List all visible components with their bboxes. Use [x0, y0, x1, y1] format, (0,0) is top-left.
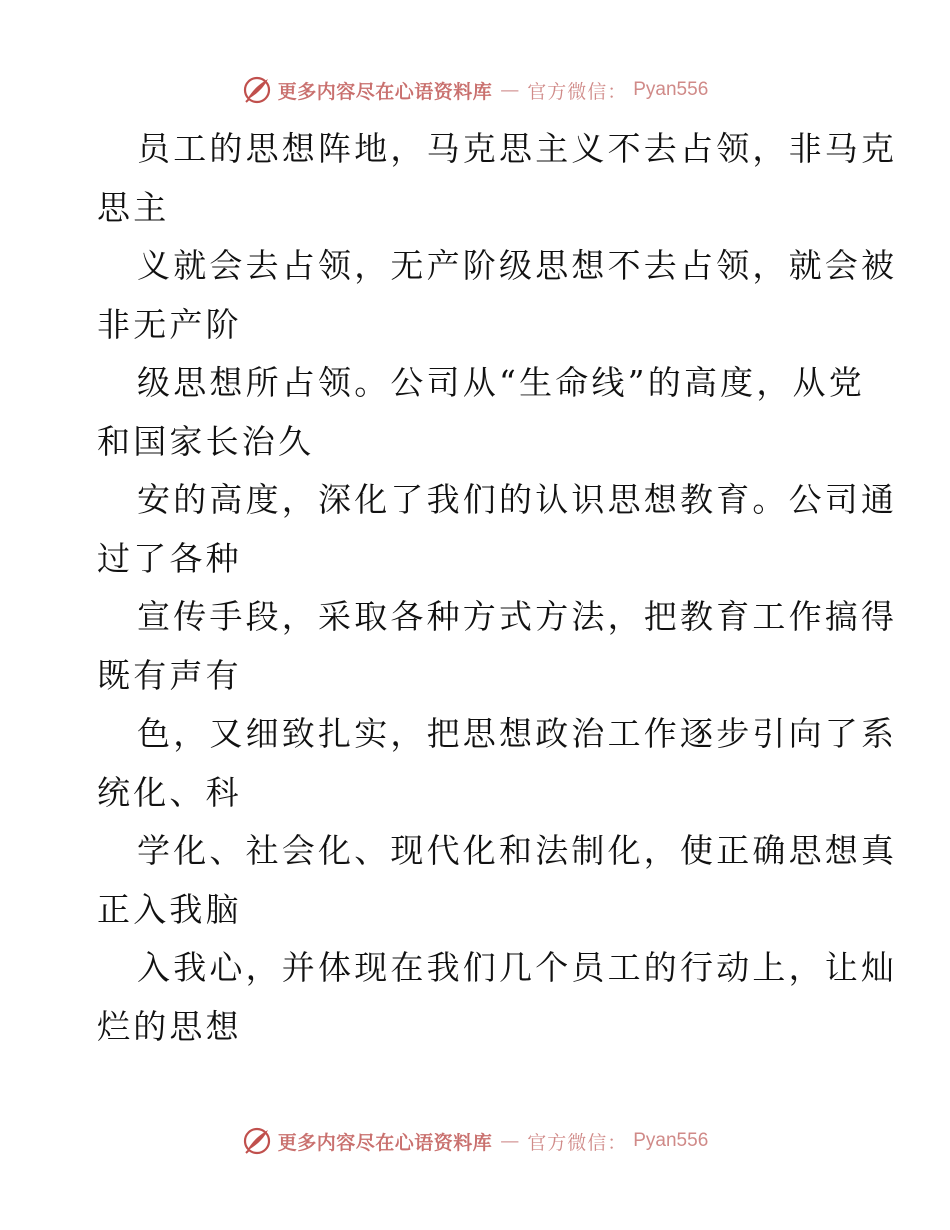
body-line: 非无产阶: [97, 304, 242, 344]
header-wechat-id: Pyan556: [633, 79, 709, 100]
feather-pen-circle-icon: [242, 1126, 272, 1156]
header-brand-text: 更多内容尽在心语资料库: [277, 80, 493, 103]
body-line: 思主: [97, 187, 170, 227]
body-line: 和国家长治久: [97, 421, 315, 461]
body-line: 烂的思想: [97, 1006, 242, 1046]
footer-dash: —: [500, 1130, 520, 1152]
body-line: 员工的思想阵地，马克思主义不去占领，非马克: [137, 129, 898, 168]
footer-wechat-label: 官方微信：: [527, 1131, 628, 1154]
body-line: 义就会去占领，无产阶级思想不去占领，就会被: [137, 246, 898, 285]
body-line: 既有声有: [97, 655, 242, 695]
footer-banner: [0, 1121, 950, 1161]
body-line: 学化、社会化、现代化和法制化，使正确思想真: [137, 831, 898, 870]
footer-brand-text: 更多内容尽在心语资料库: [277, 1131, 493, 1154]
feather-pen-circle-icon: [242, 75, 272, 105]
header-banner: [0, 70, 950, 110]
body-line: 安的高度，深化了我们的认识思想教育。公司通: [137, 480, 898, 519]
document-body: [97, 120, 898, 1056]
body-line: 过了各种: [97, 538, 242, 578]
body-line: 色，又细致扎实，把思想政治工作逐步引向了系: [137, 714, 898, 753]
body-line: 统化、科: [97, 772, 242, 812]
body-line: 入我心，并体现在我们几个员工的行动上，让灿: [137, 948, 898, 987]
header-wechat-label: 官方微信：: [527, 80, 628, 103]
header-dash: —: [500, 79, 520, 101]
body-line: 级思想所占领。公司从“生命线”的高度，从党: [137, 363, 865, 402]
footer-wechat-id: Pyan556: [633, 1130, 709, 1151]
body-line: 正入我脑: [97, 889, 242, 929]
body-line: 宣传手段，采取各种方式方法，把教育工作搞得: [137, 597, 898, 636]
